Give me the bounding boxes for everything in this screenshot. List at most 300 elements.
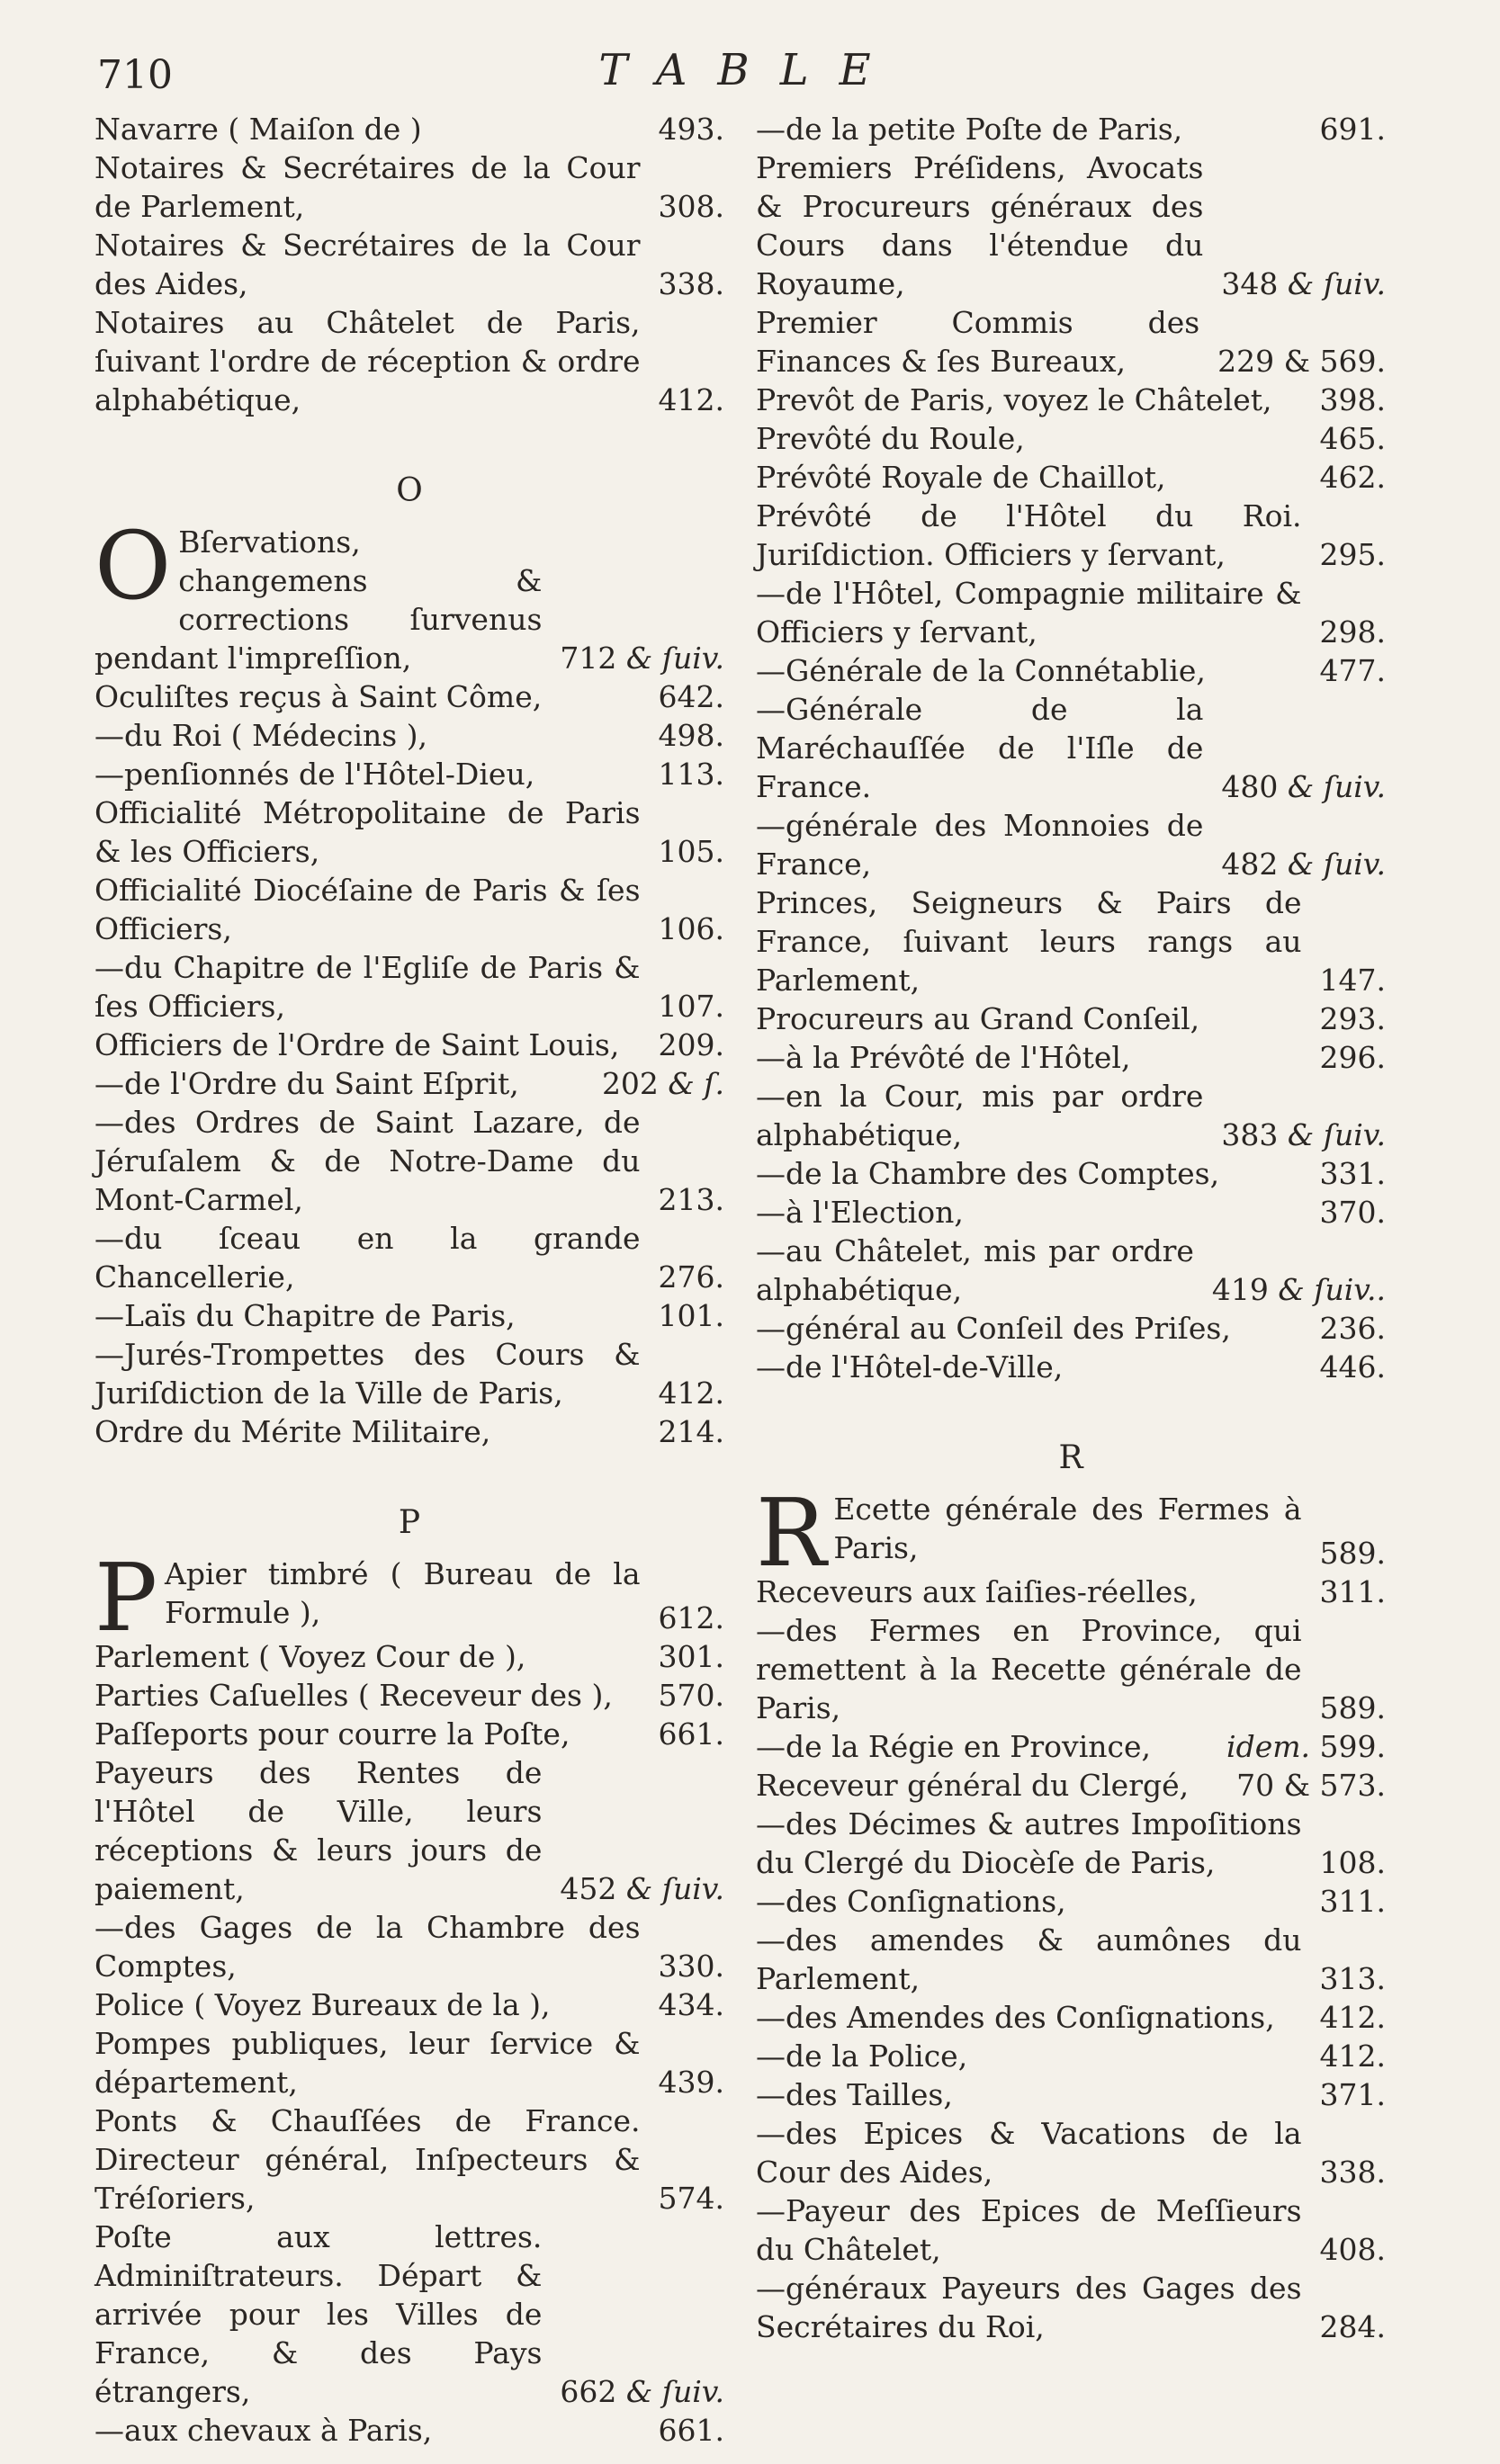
entry-page [641, 1026, 724, 1064]
entry-page-number: 296. [1319, 1040, 1386, 1075]
entry-page [1302, 1348, 1386, 1386]
entry-page-number: 311. [1319, 1884, 1386, 1919]
entry-text [756, 381, 1302, 419]
entry-page [641, 1180, 724, 1219]
entry-page [542, 639, 724, 677]
page-number: 710 [97, 52, 173, 98]
entry-label: —du Chapitre de l'Egliſe de Paris & ſes Officiers, [94, 950, 641, 1024]
entry-page [1302, 613, 1386, 651]
index-entry [756, 148, 1386, 303]
entry-page-number: 236. [1319, 1311, 1386, 1346]
entry-text [94, 716, 641, 755]
entry-suiv: & ſuiv. [1278, 769, 1386, 804]
entry-label: —des Décimes & autres Impoſitions du Clergé du Diocèſe de Paris, [756, 1806, 1302, 1880]
entry-label: Bſervations, changemens & corrections ſurvenus pendant l'impreſſion, [94, 524, 543, 676]
index-entry [756, 2075, 1386, 2114]
entry-label: —des Fermes en Province, qui remettent à la Recette générale de Paris, [756, 1613, 1302, 1725]
entry-page [641, 1296, 724, 1335]
entry-text [94, 1543, 641, 1653]
entry-page [641, 755, 724, 793]
entry-page-number: 462. [1319, 460, 1386, 495]
index-entry [756, 1348, 1386, 1386]
entry-page [641, 1637, 724, 1676]
entry-text [94, 1064, 584, 1103]
index-entry [94, 1296, 724, 1335]
index-entry [94, 511, 724, 677]
entry-label: —de la Police, [756, 2038, 968, 2074]
entry-label: Officiers de l'Ordre de Saint Louis, [94, 1027, 620, 1062]
entry-suiv: & ſuiv. [1278, 847, 1386, 882]
entry-label: Paſſeports pour courre la Poſte, [94, 1716, 570, 1752]
entry-page-number: 308. [658, 189, 724, 224]
entry-label: Apier timbré ( Bureau de la Formule ), [164, 1556, 641, 1630]
entry-page [1302, 1038, 1386, 1077]
entry-page-number: 370. [1319, 1195, 1386, 1230]
entry-label: —du Roi ( Médecins ), [94, 718, 428, 753]
entry-page [1302, 1309, 1386, 1348]
index-entry [756, 1572, 1386, 1611]
entry-page [1208, 1727, 1386, 1766]
index-entry [756, 497, 1386, 574]
entry-text [94, 2218, 542, 2411]
entry-label: Navarre ( Maiſon de ) [94, 112, 422, 147]
entry-label: —générale des Monnoies de France, [756, 808, 1204, 882]
entry-label: —en la Cour, mis par ordre alphabétique, [756, 1079, 1204, 1152]
entry-page-number: 298. [1319, 614, 1386, 650]
entry-page-number: 101. [658, 1298, 724, 1333]
entry-page [1194, 1270, 1386, 1309]
drop-cap: R [756, 1478, 827, 1588]
index-entry [756, 1882, 1386, 1921]
index-entry [94, 2024, 724, 2101]
entry-label: —de l'Hôtel-de-Ville, [756, 1349, 1064, 1384]
entry-page [1203, 845, 1386, 883]
entry-text [756, 1193, 1302, 1232]
index-entry [94, 755, 724, 793]
entry-page-number: 480 [1221, 769, 1279, 804]
entry-label: Notaires & Secrétaires de la Cour des Aides, [94, 228, 641, 301]
entry-label: —à l'Election, [756, 1195, 964, 1230]
index-entry [94, 793, 724, 871]
entry-page [641, 381, 724, 419]
entry-label: —des Ordres de Saint Lazare, de Jéruſalem & de Notre-Dame du Mont-Carmel, [94, 1105, 641, 1217]
index-entry [94, 1908, 724, 1985]
index-entry [756, 303, 1386, 381]
entry-page-number: 570. [658, 1678, 724, 1713]
entry-text [756, 497, 1302, 574]
entry-label: —général au Conſeil des Priſes, [756, 1311, 1231, 1346]
entry-page [1302, 1689, 1386, 1727]
index-entry [94, 1985, 724, 2024]
entry-text [94, 1908, 641, 1985]
entry-page [1302, 110, 1386, 148]
entry-text [756, 1309, 1302, 1348]
entry-page [1302, 535, 1386, 574]
index-entry [94, 1412, 724, 1451]
entry-page-number: 295. [1319, 537, 1386, 572]
entry-page-number: 662 [560, 2374, 617, 2409]
index-entry [756, 651, 1386, 690]
entry-label: Notaires & Secrétaires de la Cour de Parlement, [94, 150, 641, 224]
entry-page-number: 589. [1319, 1690, 1386, 1725]
entry-page [1302, 1959, 1386, 1998]
index-entry [94, 677, 724, 716]
index-entry [756, 2114, 1386, 2191]
entry-page-number: 330. [658, 1949, 724, 1984]
entry-page-number: 371. [1319, 2077, 1386, 2112]
entry-page [542, 1869, 724, 1908]
entry-text [94, 948, 641, 1026]
index-entry [94, 1715, 724, 1753]
entry-page [641, 110, 724, 148]
index-entry [756, 883, 1386, 999]
index-entry [756, 1038, 1386, 1077]
entry-page [641, 2063, 724, 2101]
drop-cap: P [94, 1543, 157, 1653]
entry-page [542, 2372, 724, 2411]
entry-page-number: 642. [658, 679, 724, 714]
entry-label: Premier Commis des Finances & ſes Bureaux, [756, 305, 1200, 379]
entry-label: Prevôt de Paris, voyez le Châtelet, [756, 382, 1272, 417]
index-entry [94, 1103, 724, 1219]
entry-page-number: 452 [560, 1871, 617, 1906]
entry-suiv: & ſuiv. [616, 641, 724, 676]
entry-label: —penſionnés de l'Hôtel-Dieu, [94, 757, 535, 792]
entry-page [641, 716, 724, 755]
index-entry [94, 1335, 724, 1412]
entry-page-number: 691. [1319, 112, 1386, 147]
entry-text [94, 226, 641, 303]
entry-label: Payeurs des Rentes de l'Hôtel de Ville, leurs réceptions & leurs jours de paiement, [94, 1755, 543, 1906]
index-entry [756, 458, 1386, 497]
entry-text [756, 1232, 1194, 1309]
entry-text [756, 458, 1302, 497]
entry-text [94, 755, 641, 793]
index-entry [94, 110, 724, 148]
entry-page [1302, 2230, 1386, 2269]
entry-text [756, 148, 1203, 303]
entry-label: —de l'Ordre du Saint Eſprit, [94, 1066, 519, 1101]
entry-page [641, 1374, 724, 1412]
entry-suiv: & ſuiv. [616, 2374, 724, 2409]
entry-text [94, 1637, 641, 1676]
entry-page [641, 832, 724, 871]
entry-page [641, 1412, 724, 1451]
entry-page-number: 301. [658, 1639, 724, 1674]
entry-page-number: 348 [1221, 266, 1279, 301]
entry-text [94, 1412, 641, 1451]
entry-text [756, 574, 1302, 651]
entry-page-number: 229 & 569. [1217, 344, 1386, 379]
entry-label: Prévôté de l'Hôtel du Roi. Juriſdiction. Officiers y ſervant, [756, 498, 1302, 572]
entry-page-number: 311. [1319, 1574, 1386, 1609]
entry-text [756, 1038, 1302, 1077]
entry-text [756, 1766, 1218, 1805]
entry-label: Prévôté Royale de Chaillot, [756, 460, 1166, 495]
index-entry [756, 1154, 1386, 1193]
entry-label: —Jurés-Trompettes des Cours & Juriſdiction de la Ville de Paris, [94, 1337, 641, 1411]
entry-page-number: 276. [658, 1259, 724, 1295]
entry-page-number: 338. [1319, 2155, 1386, 2190]
entry-page [641, 1676, 724, 1715]
index-entry [756, 381, 1386, 419]
entry-page [1302, 381, 1386, 419]
entry-page [1302, 2153, 1386, 2191]
index-entry [756, 1805, 1386, 1882]
entry-page-number: 498. [658, 718, 724, 753]
entry-label: —de la petite Poſte de Paris, [756, 112, 1183, 147]
entry-label: —des Conſignations, [756, 1884, 1066, 1919]
entry-page-number: 338. [658, 266, 724, 301]
entry-label: —des Amendes des Conſignations, [756, 2000, 1275, 2035]
entry-text [94, 1335, 641, 1412]
entry-page [1302, 2307, 1386, 2346]
index-entry [756, 110, 1386, 148]
entry-label: —de la Régie en Province, [756, 1729, 1152, 1764]
entry-page [641, 2179, 724, 2218]
entry-page-number: 574. [658, 2181, 724, 2216]
section-letter: R [1058, 1439, 1083, 1476]
entry-label: —de la Chambre des Comptes, [756, 1156, 1220, 1191]
entry-text [756, 1077, 1203, 1154]
entry-page [1218, 1766, 1386, 1805]
entry-label: Princes, Seigneurs & Pairs de France, ſuivant leurs rangs au Parlement, [756, 885, 1302, 998]
entry-text [756, 1611, 1302, 1727]
entry-page-number: 493. [658, 112, 724, 147]
entry-page [1302, 2037, 1386, 2075]
index-entry [756, 1478, 1386, 1588]
entry-text [94, 1103, 641, 1219]
entry-text [756, 1805, 1302, 1882]
entry-page-number: 589. [1319, 1536, 1386, 1571]
entry-page [1199, 342, 1386, 381]
entry-label: Receveur général du Clergé, [756, 1768, 1190, 1803]
entry-label: Parlement ( Voyez Cour de ), [94, 1639, 526, 1674]
entry-page-number: 712 [560, 641, 617, 676]
index-entry [756, 806, 1386, 883]
right-column [756, 110, 1386, 2346]
index-entry [94, 303, 724, 419]
entry-suiv: & ſuiv.. [1268, 1272, 1386, 1307]
entry-label: —Payeur des Epices de Meſſieurs du Châtelet, [756, 2193, 1302, 2267]
entry-text [94, 677, 641, 716]
entry-label: —Générale de la Connétablie, [756, 653, 1206, 688]
index-entry [94, 948, 724, 1026]
entry-page [641, 1947, 724, 1985]
index-entry [94, 1637, 724, 1676]
entry-page-number: 661. [658, 2413, 724, 2448]
entry-text [756, 999, 1302, 1038]
entry-label: —Laïs du Chapitre de Paris, [94, 1298, 516, 1333]
entry-page-number: 477. [1319, 653, 1386, 688]
entry-page [1302, 1534, 1386, 1572]
entry-page [1302, 419, 1386, 458]
entry-text [756, 1154, 1302, 1193]
entry-label: Poſte aux lettres. Adminiſtrateurs. Départ & arrivée pour les Villes de France, & des Pays étrangers, [94, 2219, 543, 2409]
entry-page [1302, 1154, 1386, 1193]
entry-text [756, 2114, 1302, 2191]
entry-text [94, 1753, 542, 1908]
entry-text [756, 1727, 1208, 1766]
entry-page [641, 909, 724, 948]
entry-label: Officialité Diocéſaine de Paris & ſes Officiers, [94, 873, 641, 946]
entry-text [94, 303, 641, 419]
entry-page-number: 331. [1319, 1156, 1386, 1191]
entry-suiv: & ſuiv. [1278, 266, 1386, 301]
entry-page [641, 677, 724, 716]
index-entry [756, 1611, 1386, 1727]
entry-label: Officialité Métropolitaine de Paris & les Officiers, [94, 795, 641, 869]
entry-label: Prevôté du Roule, [756, 421, 1025, 456]
entry-page [1203, 264, 1386, 303]
index-entry [94, 716, 724, 755]
index-entry [94, 1026, 724, 1064]
entry-text [756, 1478, 1302, 1588]
entry-page [641, 1985, 724, 2024]
entry-text [756, 651, 1302, 690]
entry-page [1302, 1572, 1386, 1611]
entry-text [756, 419, 1302, 458]
entry-page-number: 412. [658, 382, 724, 417]
index-entry [756, 2269, 1386, 2346]
entry-page-number: 434. [658, 1987, 724, 2022]
entry-text [756, 2075, 1302, 2114]
index-entry [94, 1753, 724, 1908]
entry-page [1302, 651, 1386, 690]
index-entry [94, 2218, 724, 2411]
entry-page-number: 612. [658, 1600, 724, 1635]
entry-label: Ponts & Chauſſées de France. Directeur général, Inſpecteurs & Tréſoriers, [94, 2103, 641, 2216]
entry-label: Notaires au Châtelet de Paris, ſuivant l'ordre de réception & ordre alphabétique, [94, 305, 641, 417]
entry-label: Premiers Préſidens, Avocats & Procureurs généraux des Cours dans l'étendue du Royaume, [756, 150, 1204, 301]
index-entry [756, 1077, 1386, 1154]
drop-cap: O [94, 511, 172, 621]
entry-text [756, 2269, 1302, 2346]
entry-label: —aux chevaux à Paris, [94, 2413, 433, 2448]
entry-page-number: 482 [1221, 847, 1279, 882]
entry-page-number: 419 [1211, 1272, 1269, 1307]
entry-page-number: 439. [658, 2065, 724, 2100]
entry-page-number: 202 [601, 1066, 659, 1101]
entry-label: —des Epices & Vacations de la Cour des Aides, [756, 2116, 1302, 2190]
entry-idem: idem. [1226, 1729, 1320, 1764]
entry-page-number: 209. [658, 1027, 724, 1062]
entry-label: —Générale de la Maréchauſſée de l'Iſle de France. [756, 692, 1204, 804]
entry-page [1302, 1843, 1386, 1882]
entry-text [756, 110, 1302, 148]
section-letter: P [398, 1504, 421, 1541]
entry-text [756, 1998, 1302, 2037]
entry-label: —des amendes & aumônes du Parlement, [756, 1922, 1302, 1996]
entry-text [756, 1882, 1302, 1921]
index-entry [94, 2101, 724, 2218]
index-entry [756, 1309, 1386, 1348]
index-entry [756, 1766, 1386, 1805]
section-letter: O [396, 472, 423, 509]
entry-page-number: 465. [1319, 421, 1386, 456]
entry-text [94, 511, 543, 677]
entry-label: Parties Caſuelles ( Receveur des ), [94, 1678, 613, 1713]
entry-label: —des Tailles, [756, 2077, 953, 2112]
index-entry [756, 999, 1386, 1038]
entry-page [1302, 1193, 1386, 1232]
entry-page-number: 214. [658, 1414, 724, 1449]
entry-label: —du ſceau en la grande Chancellerie, [94, 1221, 641, 1295]
entry-page-number: 398. [1319, 382, 1386, 417]
entry-text [756, 303, 1199, 381]
entry-text [94, 2101, 641, 2218]
entry-text [94, 110, 641, 148]
entry-text [94, 1296, 641, 1335]
entry-page-number: 105. [658, 834, 724, 869]
entry-text [94, 1676, 641, 1715]
index-entry [756, 1232, 1386, 1309]
entry-text [94, 871, 641, 948]
entry-page [1302, 2075, 1386, 2114]
entry-text [94, 1026, 641, 1064]
entry-page [1302, 961, 1386, 999]
index-entry [94, 2411, 724, 2450]
entry-label: Ecette générale des Fermes à Paris, [833, 1492, 1302, 1565]
entry-page-number: 293. [1319, 1001, 1386, 1036]
entry-page [641, 1715, 724, 1753]
entry-page [641, 987, 724, 1026]
index-entry [756, 419, 1386, 458]
entry-suiv: & ſuiv. [1278, 1117, 1386, 1152]
entry-page [584, 1064, 724, 1103]
index-entry [94, 871, 724, 948]
entry-label: Receveurs aux ſaiſies-réelles, [756, 1574, 1198, 1609]
entry-page [641, 2411, 724, 2450]
entry-label: Oculiſtes reçus à Saint Côme, [94, 679, 543, 714]
index-entry [94, 1676, 724, 1715]
entry-label: Pompes publiques, leur ſervice & département, [94, 2026, 641, 2100]
entry-label: —de l'Hôtel, Compagnie militaire & Officiers y ſervant, [756, 576, 1302, 650]
entry-page [1302, 1882, 1386, 1921]
entry-page-number: 147. [1319, 963, 1386, 998]
entry-text [756, 1348, 1302, 1386]
entry-text [756, 1921, 1302, 1998]
index-entry [756, 2037, 1386, 2075]
entry-page-number: 446. [1319, 1349, 1386, 1384]
entry-text [94, 148, 641, 226]
index-entry [756, 1193, 1386, 1232]
entry-label: —généraux Payeurs des Gages des Secrétaires du Roi, [756, 2271, 1302, 2344]
index-entry [756, 574, 1386, 651]
left-column [94, 110, 724, 2450]
entry-label: —au Châtelet, mis par ordre alphabétique, [756, 1233, 1194, 1307]
entry-text [756, 883, 1302, 999]
entry-page [641, 187, 724, 226]
entry-page-number: 108. [1319, 1845, 1386, 1880]
entry-page-number: 70 & 573. [1236, 1768, 1386, 1803]
entry-page-number: 412. [1319, 2000, 1386, 2035]
index-entry [94, 148, 724, 226]
entry-text [756, 806, 1203, 883]
entry-page [1302, 1998, 1386, 2037]
entry-page-number: 284. [1319, 2309, 1386, 2344]
entry-label: Police ( Voyez Bureaux de la ), [94, 1987, 551, 2022]
index-entry [756, 1921, 1386, 1998]
entry-text [94, 2411, 641, 2450]
index-entry [94, 1219, 724, 1296]
entry-suiv: & ſ. [658, 1066, 724, 1101]
entry-text [756, 690, 1203, 806]
entry-page-number: 113. [658, 757, 724, 792]
index-entry [756, 2191, 1386, 2269]
entry-text [756, 2191, 1302, 2269]
entry-text [94, 1715, 641, 1753]
